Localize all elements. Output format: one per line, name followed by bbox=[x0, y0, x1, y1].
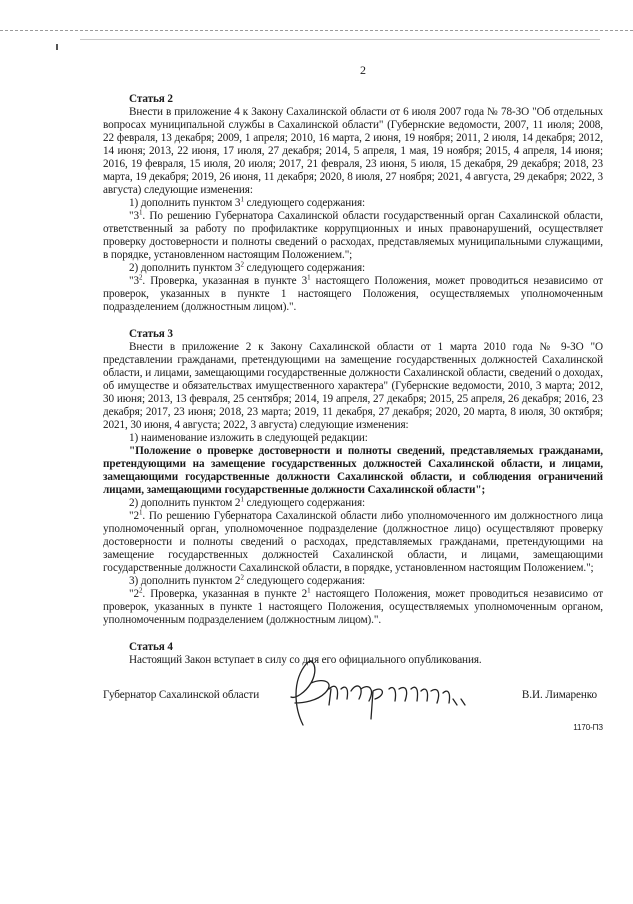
article-3-title-quote: "Положение о проверке достоверности и полноты сведений, представляемых гражданами, претендующими на замещение государственных должностей Сахалинской области, и лицами, замещающими государственные должности Сахалинской области, и соблюдения ограничений лицами, замещающими государственные должности Сахалинской области"; bbox=[103, 445, 603, 496]
signature-block bbox=[103, 685, 603, 732]
article-2-quote-2: "$3^2$. Проверка, указанная в пункте $3^1$ настоящего Положения, может проводиться независимо от проверок, указанных в пункте 1 настоящего Положения, осуществляемых уполномоченным подразделением (должностным лицом).". bbox=[103, 273, 603, 313]
article-2-intro: Внести в приложение 4 к Закону Сахалинской области от 6 июля 2007 года № 78-ЗО "Об отдельных вопросах муниципальной службы в Сахалинской области" (Губернские ведомости, 2007, 11 июля; 2008, 22 февраля, 13 декабря; 2009, 1 апреля; 2010, 16 марта, 2 июня, 19 ноября; 2011, 2 июля, 14 декабря; 2012, 14 июня; 2013, 22 июня, 17 июля, 27 декабря; 2014, 5 апреля, 1 мая, 19 ноября; 2015, 4 апреля, 14 июня; 2016, 19 февраля, 15 июля, 20 июля; 2017, 21 февраля, 23 июня, 5 июля, 15 декабря, 29 декабря; 2018, 23 марта, 19 декабря; 2019, 26 июня, 11 декабря; 2020, 8 июля, 27 ноября; 2021, 4 августа, 29 декабря; 2022, 3 августа) следующие изменения: bbox=[103, 106, 603, 196]
page-number: 2 bbox=[360, 63, 366, 77]
article-3 bbox=[103, 328, 603, 627]
article-2-quote-1: "$3^1$. По решению Губернатора Сахалинской области государственный орган Сахалинской области, ответственный за работу по профилактике коррупционных и иных правонарушений, осуществляет проверку достоверности и полноты сведений о расходах, представляемых муниципальными служащими, в порядке, установленном настоящим Положением."; bbox=[103, 208, 603, 261]
signer-title: Губернатор Сахалинской области bbox=[103, 689, 260, 701]
scan-edge-line bbox=[0, 30, 633, 31]
scan-mark bbox=[56, 44, 58, 50]
document-number: 1170-ПЗ bbox=[573, 723, 603, 732]
article-3-intro: Внести в приложение 2 к Закону Сахалинской области от 1 марта 2010 года № 9-ЗО "О представлении гражданами, претендующими на замещение государственных должностей Сахалинской области, и лицами, замещающими государственные должности Сахалинской области, сведений о доходах, об имуществе и обязательствах имущественного характера" (Губернские ведомости, 2010, 3 марта; 2012, 30 июня; 2013, 13 февраля, 25 сентября; 2014, 19 апреля, 27 декабря; 2015, 25 апреля, 26 декабря; 2016, 23 декабря; 2017, 23 июня; 2018, 23 марта; 2019, 11 декабря, 27 декабря; 2020, 20 марта, 8 июля, 30 октября; 2021, 30 июня, 4 августа; 2022, 3 августа) следующие изменения: bbox=[103, 341, 603, 431]
article-4-text: Настоящий Закон вступает в силу со дня его официального опубликования. bbox=[129, 654, 482, 666]
article-2-item-1: 1) дополнить пунктом $3^1$ следующего содержания: bbox=[129, 195, 366, 209]
signer-name: В.И. Лимаренко bbox=[521, 689, 597, 701]
article-2-item-2: 2) дополнить пунктом $3^2$ следующего содержания: bbox=[129, 260, 366, 274]
handwritten-signature bbox=[265, 659, 495, 729]
article-3-quote-2: "$2^1$. По решению Губернатора Сахалинской области либо уполномоченного им должностного лица уполномоченный орган, уполномоченное подразделение (должностное лицо) осуществляют проверку достоверности и полноты сведений о расходах, представляемых гражданами, претендующими на замещение государственных должностей Сахалинской области, и лицами, замещающими государственные должности Сахалинской области, в порядке, установленном настоящим Положением."; bbox=[103, 508, 603, 574]
article-2-heading: Статья 2 bbox=[129, 93, 173, 105]
article-3-item-1: 1) наименование изложить в следующей редакции: bbox=[129, 432, 368, 444]
scan-edge-line bbox=[80, 39, 600, 40]
article-3-heading: Статья 3 bbox=[129, 328, 173, 340]
article-2 bbox=[103, 93, 603, 314]
article-3-quote-3: "$2^2$. Проверка, указанная в пункте $2^1$ настоящего Положения, может проводиться независимо от проверок, указанных в пункте 1 настоящего Положения, осуществляемых уполномоченным органом, уполномоченным подразделением (должностным лицом).". bbox=[103, 586, 603, 626]
article-3-item-3: 3) дополнить пунктом $2^2$ следующего содержания: bbox=[129, 573, 366, 587]
article-4-heading: Статья 4 bbox=[129, 641, 173, 653]
document-page bbox=[103, 63, 603, 732]
article-3-item-2: 2) дополнить пунктом $2^1$ следующего содержания: bbox=[129, 495, 366, 509]
